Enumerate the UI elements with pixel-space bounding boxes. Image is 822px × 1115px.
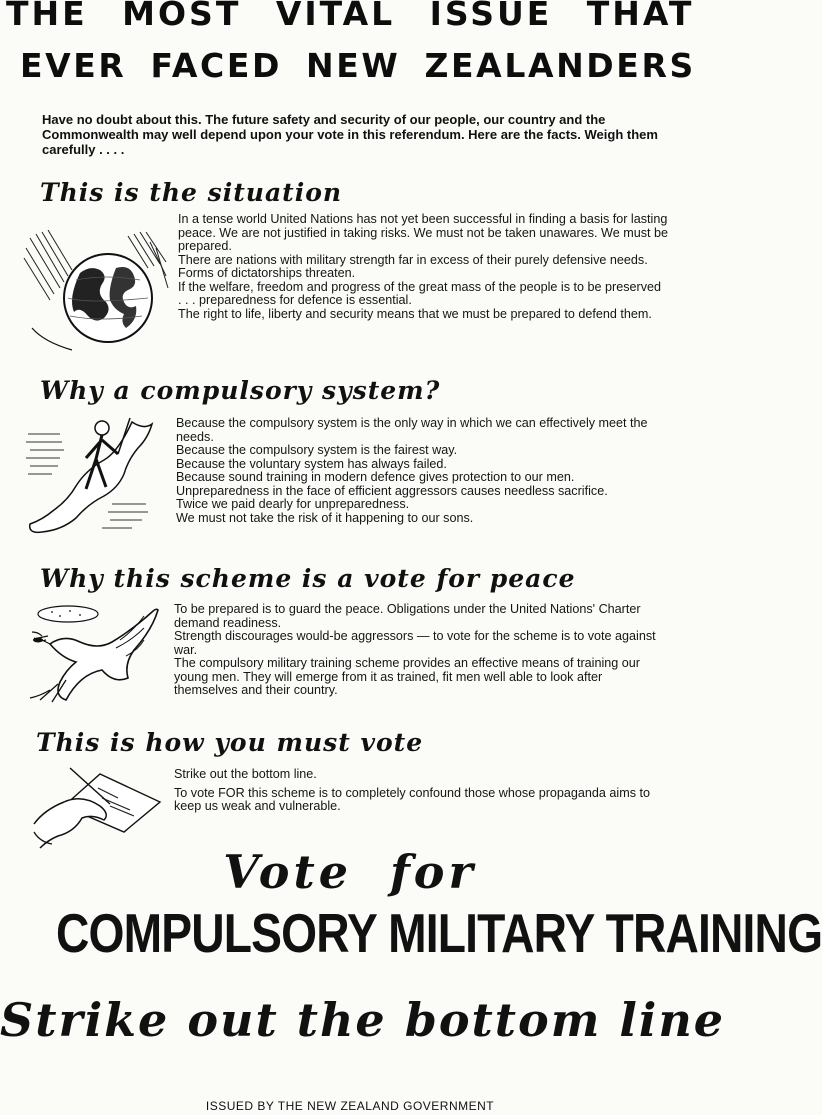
situation-paragraph: The right to life, liberty and security means that we must be prepared to defend them.	[178, 306, 652, 321]
peace-paragraph: To be prepared is to guard the peace. Obligations under the United Nations' Charter demand readiness.	[174, 602, 641, 630]
dove-icon	[30, 600, 175, 710]
peace-paragraph: Strength discourages would-be aggressors — to vote for the scheme is to vote against war.	[174, 629, 656, 657]
hand-with-pen-icon	[30, 764, 170, 854]
compulsory-paragraph: We must not take the risk of it happening to our sons.	[176, 510, 474, 525]
headline-line-2: EVER FACED NEW ZEALANDERS	[20, 46, 696, 85]
section-title-how-to-vote: This is how you must vote	[36, 728, 424, 757]
how-to-vote-paragraph: To vote FOR this scheme is to completely confound those whose propaganda aims to keep us weak and vulnerable.	[174, 785, 651, 813]
section-peace-text	[174, 603, 668, 698]
section-title-situation: This is the situation	[40, 178, 343, 207]
globe-icon	[20, 228, 170, 358]
section-how-to-vote-text	[174, 768, 668, 814]
intro-paragraph: Have no doubt about this. The future safety and security of our people, our country and the Commonwealth may well depend upon your vote in this referendum. Here are the facts. Weigh them carefully . . . .	[42, 112, 658, 157]
soldier-on-map-icon	[22, 414, 172, 544]
compulsory-paragraph: Because the compulsory system is the fairest way.	[176, 443, 458, 457]
section-title-compulsory: Why a compulsory system?	[40, 376, 441, 405]
compulsory-paragraph: Because the voluntary system has always failed.	[176, 456, 447, 471]
section-compulsory-text	[176, 417, 668, 525]
situation-paragraph: There are nations with military strength far in excess of their purely defensive needs. Forms of dictatorships threaten.	[178, 252, 648, 280]
compulsory-paragraph: Twice we paid dearly for unpreparedness.	[176, 497, 410, 511]
vote-for-heading: Vote for	[223, 845, 477, 899]
situation-paragraph: In a tense world United Nations has not yet been successful in finding a basis for lasting peace. We are not justified in taking risks. We must not be taken unawares. We must be prepared.	[178, 212, 668, 253]
compulsory-paragraph: Because sound training in modern defence gives protection to our men. Unpreparedness in the face of efficient aggressors causes needless sacrifice.	[176, 470, 608, 498]
peace-paragraph: The compulsory military training scheme provides an effective means of training our young men. They will emerge from it as trained, fit men well able to look after themselves and their country.	[174, 656, 640, 697]
strike-out-instruction: Strike out the bottom line	[0, 993, 726, 1047]
slogan-compulsory-military-training: COMPULSORY MILITARY TRAINING	[56, 902, 822, 964]
situation-paragraph: If the welfare, freedom and progress of the great mass of the people is to be preserved . . . preparedness for defence is essential.	[178, 279, 662, 307]
section-situation-text	[178, 213, 668, 321]
headline-line-1: THE MOST VITAL ISSUE THAT	[6, 0, 695, 33]
how-to-vote-paragraph: Strike out the bottom line.	[174, 767, 317, 781]
compulsory-paragraph: Because the compulsory system is the only way in which we can effectively meet the needs.	[176, 416, 648, 444]
section-title-peace: Why this scheme is a vote for peace	[40, 564, 576, 593]
issuer-line: ISSUED BY THE NEW ZEALAND GOVERNMENT	[205, 1099, 495, 1113]
